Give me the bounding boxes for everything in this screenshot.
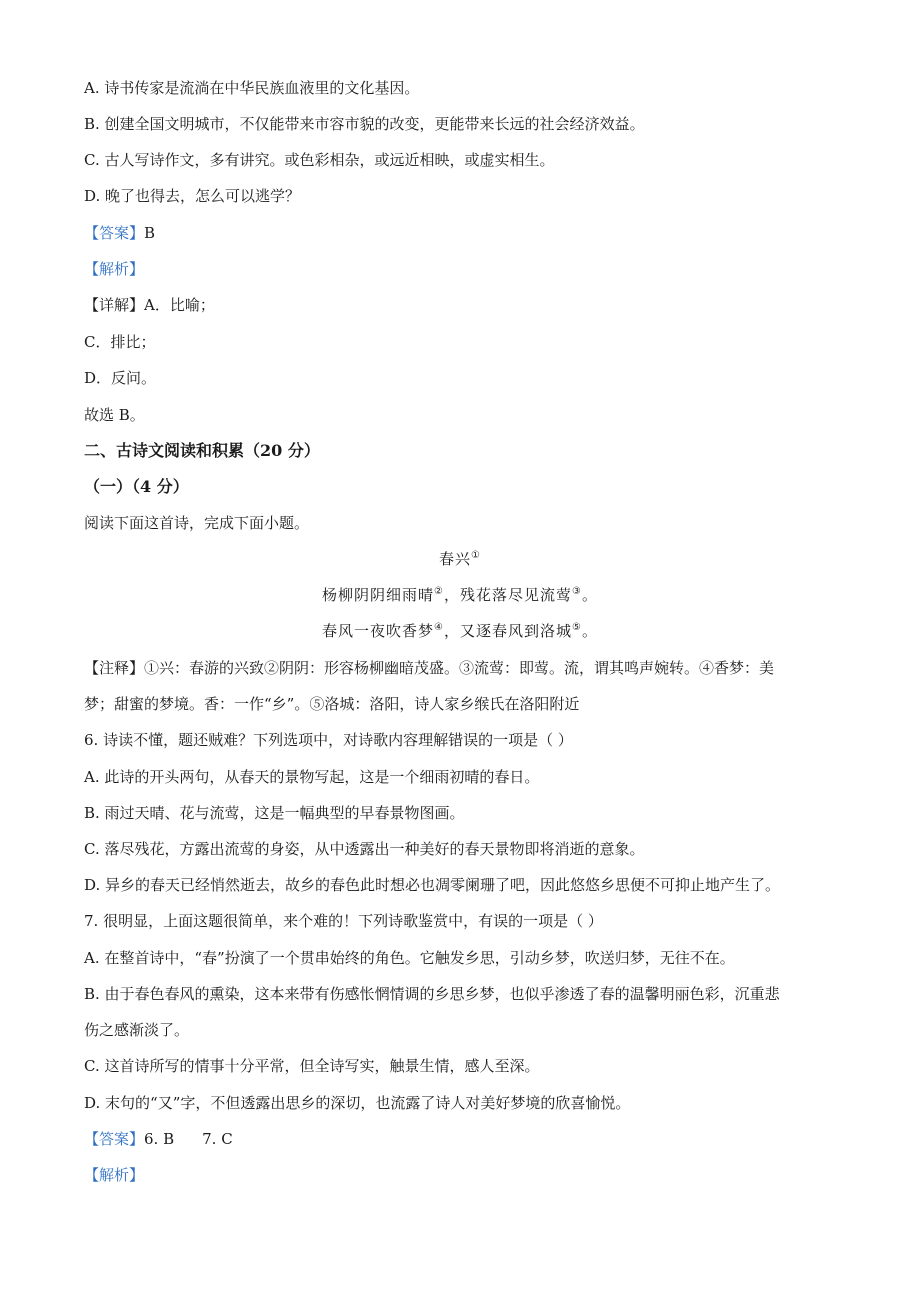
- q7-option-d: D. 末句的“又”字，不但透露出思乡的深切，也流露了诗人对美好梦境的欣喜愉悦。: [84, 1094, 631, 1112]
- q7-option-c: C. 这首诗所写的情事十分平常，但全诗写实，触景生情，感人至深。: [84, 1057, 540, 1075]
- answer-q6-q7: [84, 1128, 836, 1150]
- poem-line-1: 杨柳阴阴细雨晴②，残花落尽见流莺③。: [322, 586, 598, 604]
- notes-tag: 【注释】: [84, 659, 145, 677]
- q7-option-b: B. 由于春色春风的熏染，这本来带有伤感怅惘情调的乡思乡梦，也似乎渗透了春的温馨明丽色彩，沉重悲: [84, 985, 780, 1003]
- analysis-tag-2: 【解析】: [84, 1166, 145, 1184]
- sub-title: （一）（4 分）: [84, 477, 189, 496]
- q6-option-c: C. 落尽残花，方露出流莺的身姿，从中透露出一种美好的春天景物即将消逝的意象。: [84, 840, 645, 858]
- q5-option-d: D. 晚了也得去，怎么可以逃学？: [84, 187, 301, 205]
- q5-option-b: B. 创建全国文明城市，不仅能带来市容市貌的改变，更能带来长远的社会经济效益。: [84, 115, 645, 133]
- answer-q6-value: 6. B: [144, 1130, 175, 1148]
- analysis-heading-2: [84, 1164, 836, 1186]
- q7-stem: 7. 很明显，上面这题很简单，来个难的！下列诗歌鉴赏中，有误的一项是（ ）: [84, 912, 603, 930]
- detail-text: A．比喻；: [144, 296, 215, 314]
- detail-line-1: [84, 294, 836, 316]
- notes-line-2: 梦；甜蜜的梦境。香：一作“乡”。⑤洛城：洛阳，诗人家乡缑氏在洛阳附近: [84, 695, 580, 713]
- poem-title: 春兴①: [439, 550, 481, 568]
- answer-q5: [84, 222, 836, 244]
- q5-option-a: A. 诗书传家是流淌在中华民族血液里的文化基因。: [84, 79, 420, 97]
- q6-option-d: D. 异乡的春天已经悄然逝去，故乡的春色此时想必也凋零阑珊了吧，因此悠悠乡思便不可抑止地产生了。: [84, 876, 781, 894]
- answer-tag: 【答案】: [84, 224, 145, 242]
- answer-tag-2: 【答案】: [84, 1130, 145, 1148]
- answer-q7-value: 7. C: [202, 1130, 233, 1148]
- detail-line-2: C．排比；: [84, 333, 156, 351]
- notes-line-1: 【注释】①兴：春游的兴致②阴阴：形容杨柳幽暗茂盛。③流莺：即莺。流，谓其鸣声婉转。④香梦：美: [84, 659, 775, 677]
- q6-option-a: A. 此诗的开头两句，从春天的景物写起，这是一个细雨初晴的春日。: [84, 768, 540, 786]
- q6-option-b: B. 雨过天晴、花与流莺，这是一幅典型的早春景物图画。: [84, 804, 465, 822]
- answer-q5-value: B: [144, 224, 156, 242]
- q7-option-a: A. 在整首诗中，“春”扮演了一个贯串始终的角色。它触发乡思，引动乡梦，吹送归梦，无往不在。: [84, 949, 735, 967]
- analysis-tag: 【解析】: [84, 260, 145, 278]
- section-title: 二、古诗文阅读和积累（20 分）: [84, 441, 320, 460]
- detail-line-3: D．反问。: [84, 369, 157, 387]
- poem-line-2: 春风一夜吹香梦④，又逐春风到洛城⑤。: [322, 622, 598, 640]
- detail-tag: 【详解】: [84, 296, 145, 314]
- analysis-heading-1: [84, 258, 836, 280]
- instruction: 阅读下面这首诗，完成下面小题。: [84, 514, 310, 532]
- detail-conclusion: 故选 B。: [84, 406, 145, 424]
- q7-option-b-cont: 伤之感渐淡了。: [84, 1021, 190, 1039]
- q5-option-c: C. 古人写诗作文，多有讲究。或色彩相杂，或远近相映，或虚实相生。: [84, 151, 555, 169]
- q6-stem: 6. 诗读不懂，题还贼难？下列选项中，对诗歌内容理解错误的一项是（ ）: [84, 731, 573, 749]
